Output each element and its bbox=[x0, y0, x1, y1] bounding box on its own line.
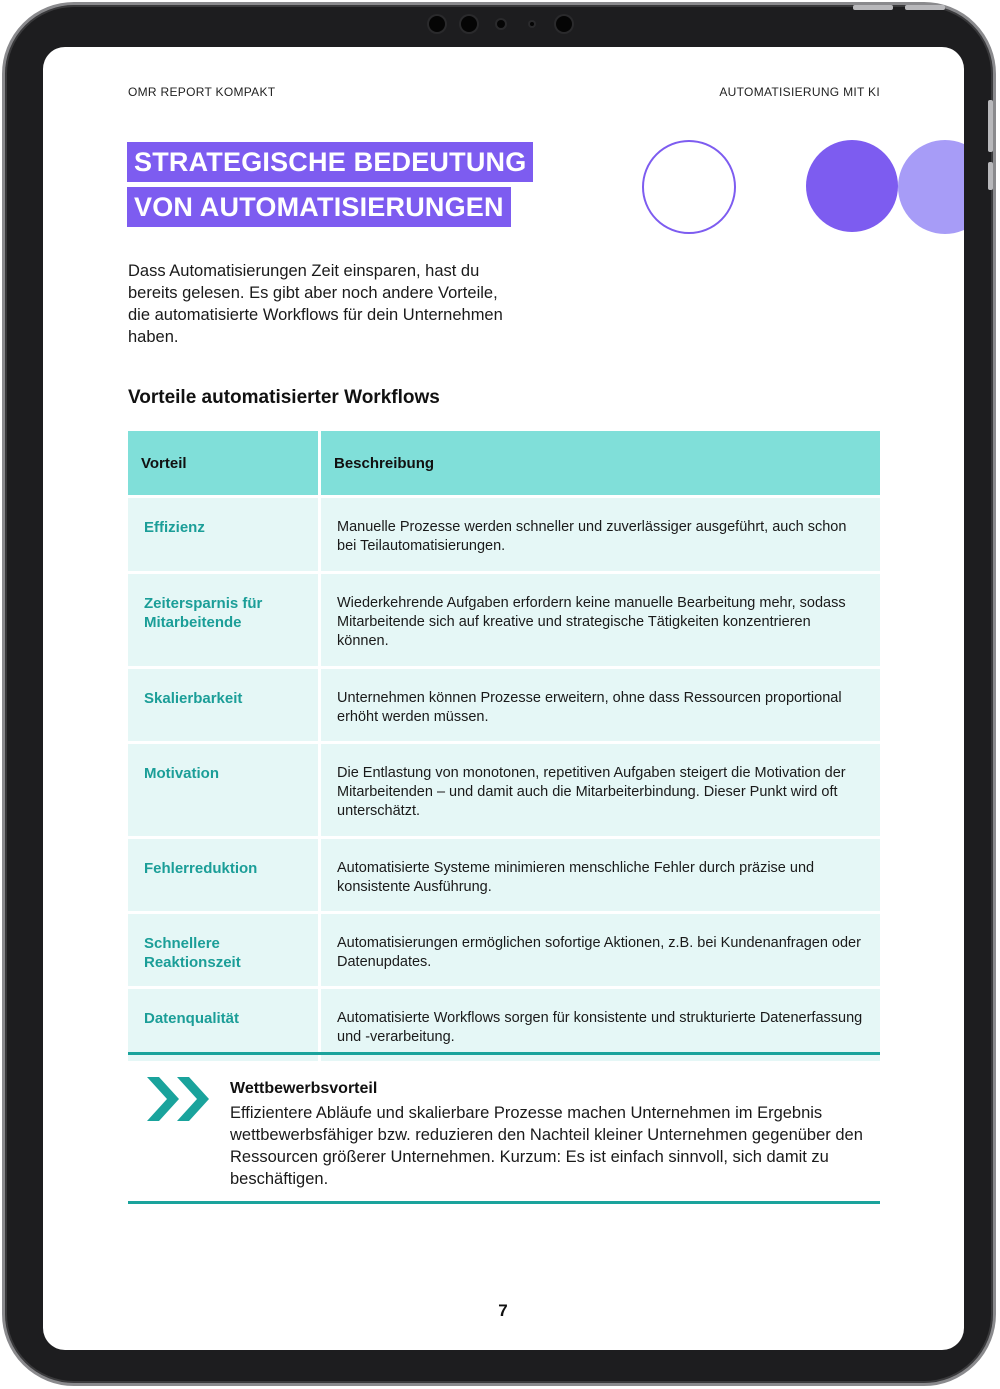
double-chevron-right-icon bbox=[147, 1077, 213, 1121]
table-row bbox=[128, 839, 880, 911]
side-button bbox=[988, 100, 993, 152]
page-title-line-2: VON AUTOMATISIERUNGEN bbox=[127, 187, 511, 227]
table-row bbox=[128, 989, 880, 1061]
table-row bbox=[128, 574, 880, 666]
intro-paragraph: Dass Automatisierungen Zeit einsparen, hast du bereits gelesen. Es gibt aber noch andere Vorteile, die automatisierte Workflows für dein Unternehmen haben. bbox=[128, 262, 503, 346]
running-header-left: OMR REPORT KOMPAKT bbox=[128, 85, 276, 99]
callout-text: Effizientere Abläufe und skalierbare Prozesse machen Unternehmen im Ergebnis wettbewerbsfähiger bzw. reduzieren den Nachteil kleiner Unternehmen gegenüber den Ressourcen größerer Unternehmen. Kurzum: Es ist einfach sinnvoll, sich damit zu beschäftigen. bbox=[230, 1104, 863, 1188]
description-cell: Automatisierungen ermöglichen sofortige Aktionen, z.B. bei Kundenanfragen oder Datenupdates. bbox=[321, 914, 880, 986]
description-cell: Automatisierte Workflows sorgen für konsistente und strukturierte Datenerfassung und -verarbeitung. bbox=[321, 989, 880, 1061]
benefits-table bbox=[128, 428, 880, 1064]
section-heading: Vorteile automatisierter Workflows bbox=[128, 387, 440, 408]
lavender-circle-decoration bbox=[898, 140, 964, 234]
outline-circle-decoration bbox=[642, 140, 736, 234]
tablet-frame bbox=[2, 2, 996, 1386]
description-cell: Die Entlastung von monotonen, repetitiven Aufgaben steigert die Motivation der Mitarbeitenden – und damit auch die Mitarbeiterbindung. Dieser Punkt wird oft unterschätzt. bbox=[321, 744, 880, 836]
table-header-row bbox=[128, 431, 880, 495]
camera-icon bbox=[461, 16, 477, 32]
camera-icon bbox=[429, 16, 445, 32]
benefit-cell: Fehlerreduktion bbox=[128, 839, 321, 911]
purple-circle-decoration bbox=[806, 140, 898, 232]
side-button bbox=[988, 162, 993, 190]
benefit-cell: Schnellere Reaktionszeit bbox=[128, 914, 321, 986]
column-header-beschreibung: Beschreibung bbox=[321, 431, 880, 495]
callout-title: Wettbewerbsvorteil bbox=[230, 1080, 378, 1097]
page-number: 7 bbox=[498, 1301, 508, 1320]
benefit-cell: Effizienz bbox=[128, 498, 321, 571]
callout-top-rule bbox=[128, 1052, 880, 1055]
camera-icon bbox=[556, 16, 572, 32]
table-row bbox=[128, 498, 880, 571]
sensor-icon bbox=[497, 20, 505, 28]
top-button bbox=[905, 5, 945, 10]
sensor-icon bbox=[530, 22, 534, 26]
table-row bbox=[128, 744, 880, 836]
callout-bottom-rule bbox=[128, 1201, 880, 1204]
top-button bbox=[853, 5, 893, 10]
document-page bbox=[43, 47, 964, 1350]
table-row bbox=[128, 914, 880, 986]
column-header-vorteil: Vorteil bbox=[128, 431, 321, 495]
table-row bbox=[128, 669, 880, 741]
running-header-right: AUTOMATISIERUNG MIT KI bbox=[719, 85, 880, 99]
description-cell: Automatisierte Systeme minimieren menschliche Fehler durch präzise und konsistente Ausführung. bbox=[321, 839, 880, 911]
benefit-cell: Motivation bbox=[128, 744, 321, 836]
benefit-cell: Zeitersparnis für Mitarbeitende bbox=[128, 574, 321, 666]
description-cell: Wiederkehrende Aufgaben erfordern keine manuelle Bearbeitung mehr, sodass Mitarbeitende sich auf kreative und strategische Tätigkeiten konzentrieren können. bbox=[321, 574, 880, 666]
description-cell: Manuelle Prozesse werden schneller und zuverlässiger ausgeführt, auch schon bei Teilautomatisierungen. bbox=[321, 498, 880, 571]
description-cell: Unternehmen können Prozesse erweitern, ohne dass Ressourcen proportional erhöht werden müssen. bbox=[321, 669, 880, 741]
benefit-cell: Datenqualität bbox=[128, 989, 321, 1061]
page-title-line-1: STRATEGISCHE BEDEUTUNG bbox=[127, 142, 533, 182]
benefit-cell: Skalierbarkeit bbox=[128, 669, 321, 741]
